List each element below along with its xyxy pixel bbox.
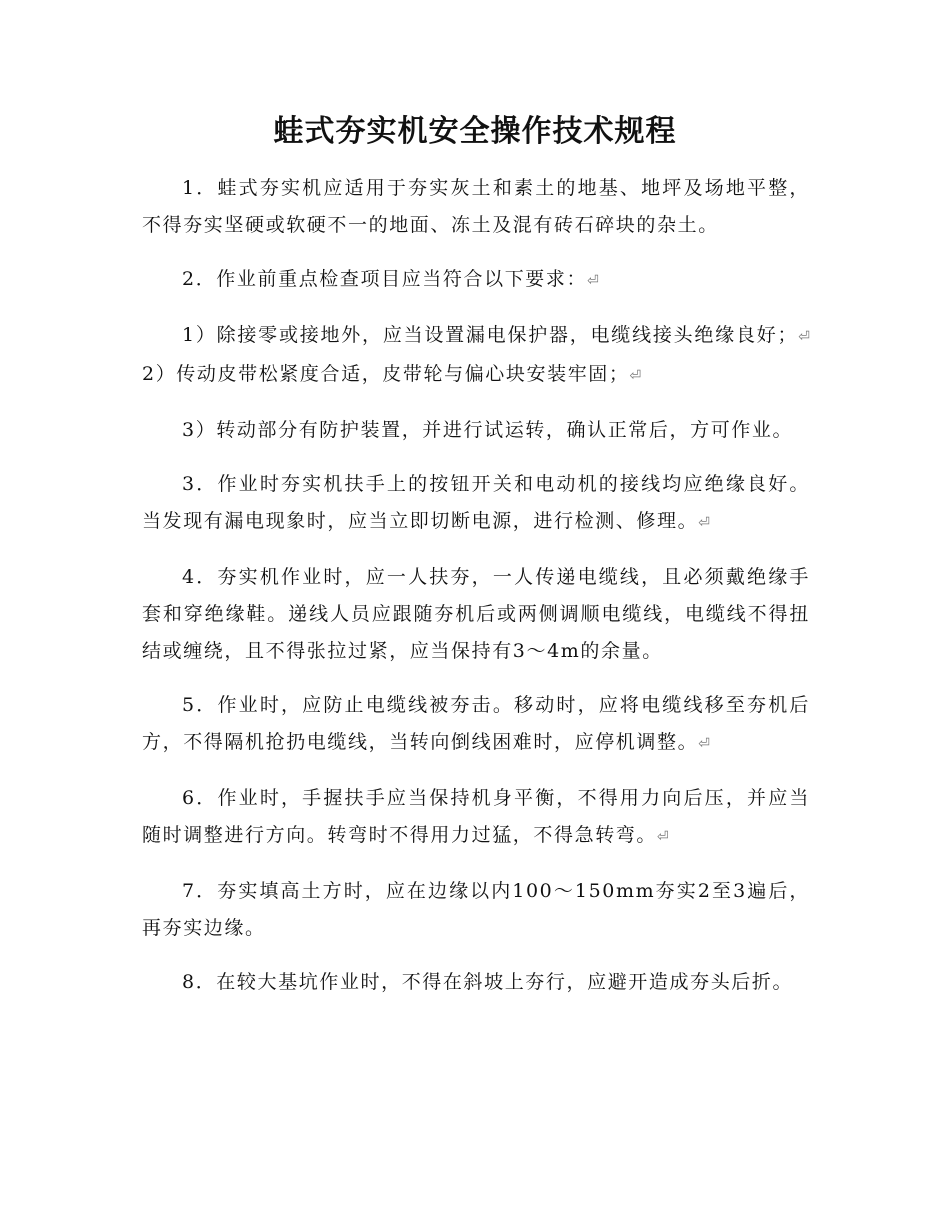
paragraph-3: [142, 317, 810, 395]
paragraph-mark-icon: ⏎: [657, 829, 669, 845]
paragraph-text: 7．夯实填高土方时，应在边缘以内100～150mm夯实2至3遍后，再夯实边缘。: [142, 880, 810, 939]
page-title: 蛙式夯实机安全操作技术规程: [273, 114, 677, 149]
paragraph-text: 1）除接零或接地外，应当设置漏电保护器，电缆线接头绝缘良好；: [182, 324, 799, 346]
paragraph-text: 2．作业前重点检查项目应当符合以下要求：: [182, 268, 588, 290]
paragraph-text: 3）转动部分有防护装置，并进行试运转，确认正常后，方可作业。: [182, 419, 794, 441]
paragraph-text: 3．作业时夯实机扶手上的按钮开关和电动机的接线均应绝缘良好。当发现有漏电现象时，应当立即切断电源，进行检测、修理。: [142, 473, 810, 532]
paragraph-text: 4．夯实机作业时，应一人扶夯，一人传递电缆线，且必须戴绝缘手套和穿绝缘鞋。递线人员应跟随夯机后或两侧调顺电缆线，电缆线不得扭结或缠绕，且不得张拉过紧，应当保持有3～4m的余量。: [142, 566, 810, 662]
paragraph-1: [142, 170, 810, 244]
paragraph-2: [142, 261, 810, 300]
paragraph-7: [142, 687, 810, 763]
paragraph-text: 1．蛙式夯实机应适用于夯实灰土和素土的地基、地坪及场地平整，不得夯实坚硬或软硬不一的地面、冻土及混有砖石碎块的杂土。: [142, 177, 810, 236]
paragraph-9: [142, 873, 810, 947]
paragraph-8: [142, 780, 810, 856]
paragraph-text: 8．在较大基坑作业时，不得在斜坡上夯行，应避开造成夯头后折。: [182, 971, 794, 993]
paragraph-10: [142, 964, 810, 1001]
paragraph-5: [142, 466, 810, 542]
paragraph-mark-icon: ⏎: [798, 329, 810, 345]
paragraph-mark-icon: ⏎: [629, 368, 642, 384]
paragraph-mark-icon: ⏎: [587, 273, 599, 289]
paragraph-text: 6．作业时，手握扶手应当保持机身平衡，不得用力向后压，并应当随时调整进行方向。转弯时不得用力过猛，不得急转弯。: [142, 787, 810, 846]
paragraph-text-continued: 2）传动皮带松紧度合适，皮带轮与偏心块安装牢固；: [142, 363, 630, 385]
paragraph-mark-icon: ⏎: [698, 515, 710, 531]
paragraph-6: [142, 559, 810, 670]
paragraph-mark-icon: ⏎: [698, 736, 710, 752]
paragraph-text: 5．作业时，应防止电缆线被夯击。移动时，应将电缆线移至夯机后方，不得隔机抢扔电缆线，当转向倒线困难时，应停机调整。: [142, 694, 810, 753]
document-body: [142, 170, 810, 1018]
paragraph-4: [142, 412, 810, 449]
